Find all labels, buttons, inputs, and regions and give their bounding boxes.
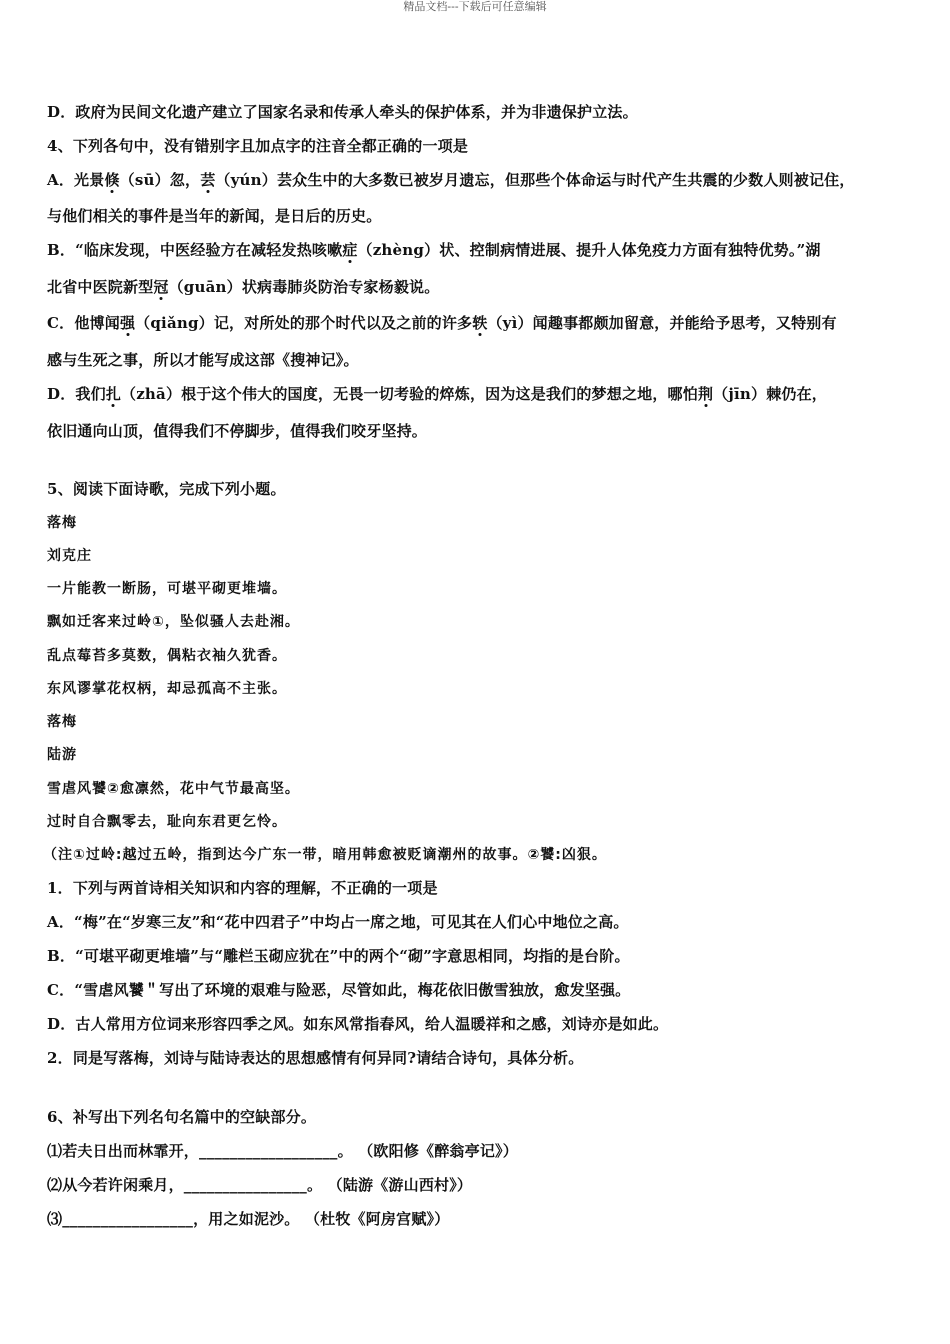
q4-option-d-line1: D．我们扎（zhā）根于这个伟大的国度，无畏一切考验的焠炼，因为这是我们的梦想之地，哪怕荆（jīn）棘仍在， xyxy=(47,385,828,403)
q4-option-b-line2: 北省中医院新型冠（guān）状病毒肺炎防治专家杨毅说。 xyxy=(47,278,440,296)
poem2-line: 雪虐风饕②愈凛然，花中气节最高坚。 xyxy=(47,781,300,797)
q6-blank-3: ⑶_________________，用之如泥沙。 （杜牧《阿房宫赋》） xyxy=(47,1210,450,1228)
q3-option-d: D．政府为民间文化遗产建立了国家名录和传承人牵头的保护体系，并为非遗保护立法。 xyxy=(47,103,638,121)
q4-option-d-line2: 依旧通向山顶，值得我们不停脚步，值得我们咬牙坚持。 xyxy=(47,422,428,440)
poem1-author: 刘克庄 xyxy=(47,548,92,564)
q5-sub1-option-d: D．古人常用方位词来形容四季之风。如东风常指春风，给人温暖祥和之感，刘诗亦是如此。 xyxy=(47,1015,669,1033)
q5-sub2-stem: 2．同是写落梅，刘诗与陆诗表达的思想感情有何异同?请结合诗句，具体分析。 xyxy=(47,1049,584,1067)
q4-option-a-line2: 与他们相关的事件是当年的新闻，是日后的历史。 xyxy=(47,207,382,225)
poem1-line: 飘如迁客来过岭①，坠似骚人去赴湘。 xyxy=(47,614,300,630)
poem1-line: 乱点莓苔多莫数，偶粘衣袖久犹香。 xyxy=(47,648,287,664)
q4-option-c-line1: C．他博闻强（qiǎng）记，对所处的那个时代以及之前的许多轶（yì）闻趣事都颇加留意，并能给予思考，又特别有 xyxy=(47,314,837,332)
q6-stem: 6、补写出下列名句名篇中的空缺部分。 xyxy=(47,1108,317,1126)
q5-sub1-option-a: A．“梅”在“岁寒三友”和“花中四君子”中均占一席之地，可见其在人们心中地位之高。 xyxy=(47,913,629,931)
q4-stem: 4、下列各句中，没有错别字且加点字的注音全都正确的一项是 xyxy=(47,137,469,155)
q5-stem: 5、阅读下面诗歌，完成下列小题。 xyxy=(47,480,286,498)
q4-option-b-line1: B．“临床发现，中医经验方在减轻发热咳嗽症（zhèng）状、控制病情进展、提升人体免疫力方面有独特优势。”湖 xyxy=(47,241,821,259)
poem2-title: 落梅 xyxy=(47,714,77,730)
q5-sub1-option-b: B．“可堪平砌更堆墙”与“雕栏玉砌应犹在”中的两个“砌”字意思相同，均指的是台阶。 xyxy=(47,947,630,965)
q4-option-c-line2: 感与生死之事，所以才能写成这部《搜神记》。 xyxy=(47,351,359,369)
q4-option-a-line1: A．光景倏（sū）忽，芸（yún）芸众生中的大多数已被岁月遗忘，但那些个体命运与时代产生共震的少数人则被记住， xyxy=(47,171,855,189)
poem2-author: 陆游 xyxy=(47,747,77,763)
poem1-line: 一片能教一断肠，可堪平砌更堆墙。 xyxy=(47,581,287,597)
q5-sub1-stem: 1．下列与两首诗相关知识和内容的理解，不正确的一项是 xyxy=(47,879,438,897)
poem2-line: 过时自合飘零去，耻向东君更乞怜。 xyxy=(47,814,287,830)
q6-blank-1: ⑴若夫日出而林霏开，__________________。 （欧阳修《醉翁亭记》） xyxy=(47,1142,518,1160)
poem-notes: （注①过岭:越过五岭，指到达今广东一带，暗用韩愈被贬谪潮州的故事。②饕:凶狠。 xyxy=(43,847,607,863)
q6-blank-2: ⑵从今若许闲乘月，________________。 （陆游《游山西村》） xyxy=(47,1176,473,1194)
q5-sub1-option-c: C．“雪虐风饕＂写出了环境的艰难与险恶，尽管如此，梅花依旧傲雪独放，愈发坚强。 xyxy=(47,981,631,999)
page-header: 精品文档---下载后可任意编辑 xyxy=(403,0,547,13)
poem1-line: 东风谬掌花权柄，却忌孤高不主张。 xyxy=(47,681,287,697)
poem1-title: 落梅 xyxy=(47,515,77,531)
